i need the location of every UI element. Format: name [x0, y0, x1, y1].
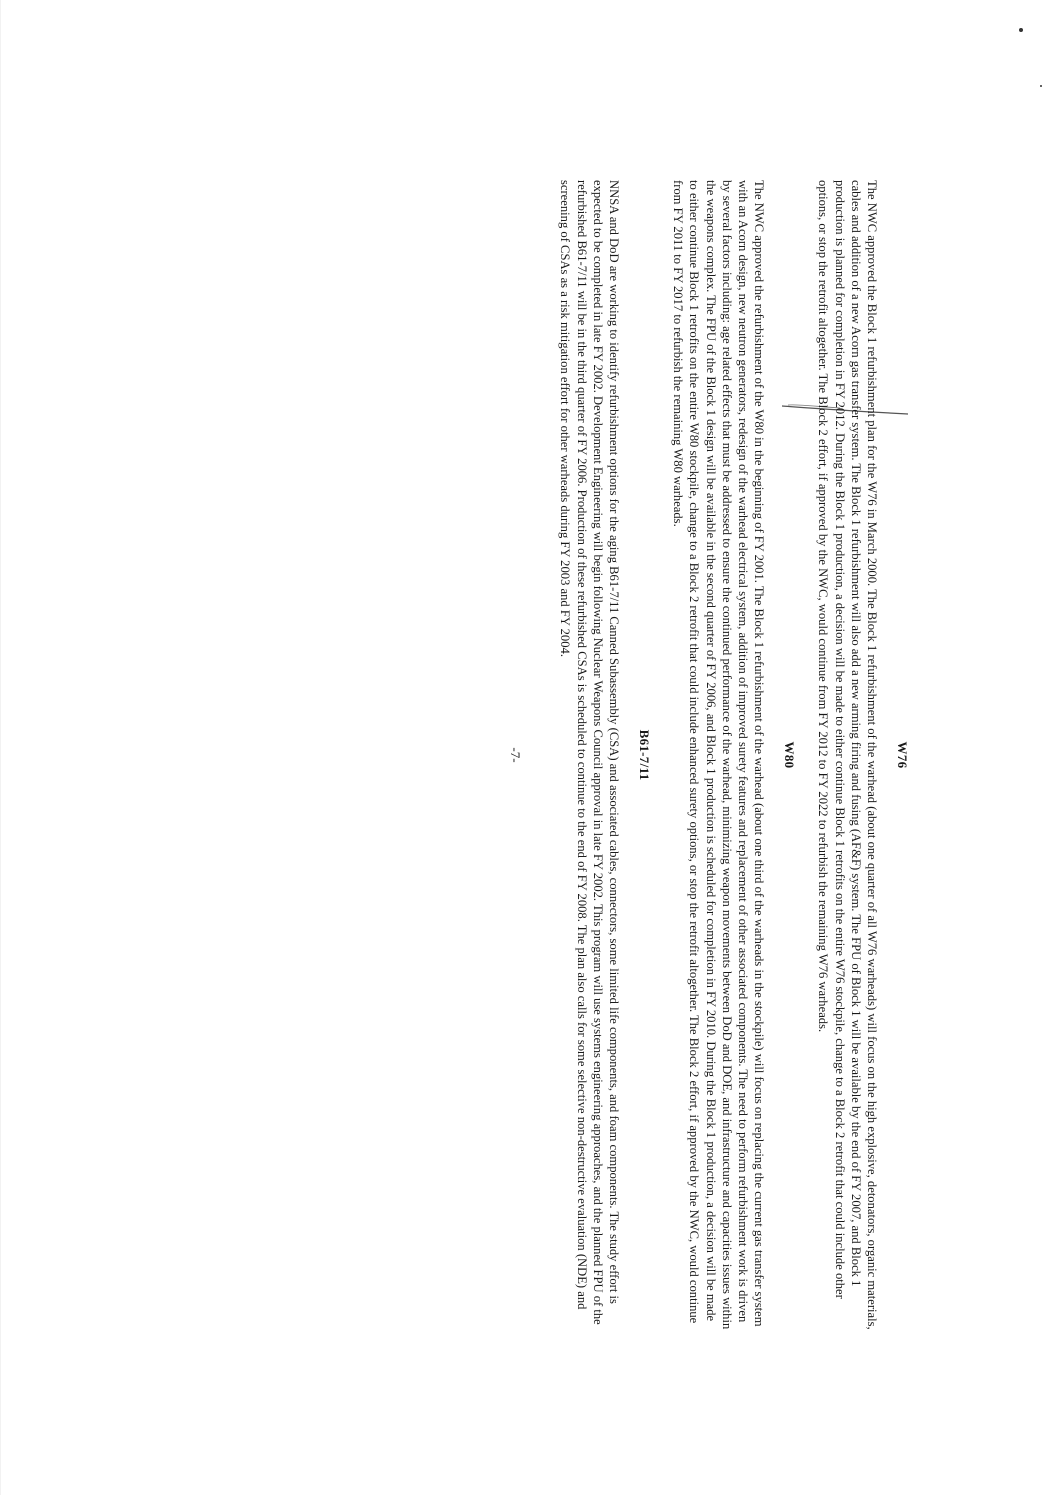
section-b61: [557, 180, 652, 1330]
section-paragraph: NNSA and DoD are working to identify refurbishment options for the aging B61-7/11 Canned Subassembly (CSA) and associated cables, connectors, some limited life components, and foam components. The study effort is expected to be completed in late FY 2002. Development Engineering will begin following Nuclear Weapons Council approval in late FY 2002. This program will use systems engineering approaches, and the planned FPU of the refurbished B61-7/11 will be in the third quarter of FY 2006. Production of these refurbished CSAs is scheduled to continue to the end of FY 2008. The plan also calls for some selective non-destructive evaluation (NDE) and screening of CSAs as a risk mitigation effort for other warheads during FY 2003 and FY 2004.: [558, 180, 621, 1325]
page-number: -7-: [508, 747, 524, 763]
scan-speck: [1040, 85, 1042, 87]
section-w76: [815, 180, 910, 1330]
section-w80: [670, 180, 797, 1330]
section-heading: W76: [895, 741, 910, 769]
section-paragraph: The NWC approved the refurbishment of the W80 in the beginning of FY 2001. The Block 1 refurbishment of the warhead (about one third of the warheads in the stockpile) will focus on replacing the current gas transfer system with an Acorn design, new neutron generators, redesign of the warhead electrical system, addition of improved surety features and replacement of other associated components. The need to perform refurbishment work is driven by several factors including: age related effects that must be addressed to ensure the continued performance of the warhead, minimizing weapon movements between DoD and DOE, and infrastructure and capacities issues within the weapons complex. The FPU of the Block 1 design will be available in the second quarter of FY 2006, and Block 1 production is scheduled for completion in FY 2010. During the Block 1 production, a decision will be made to either continue Block 1 retrofits on the entire W80 stockpile, change to a Block 2 retrofit that could include enhanced surety options, or stop the retrofit altogether. The Block 2 effort, if approved by the NWC, would continue from FY 2011 to FY 2017 to refurbish the remaining W80 warheads.: [671, 180, 767, 1330]
document-page: [220, 180, 910, 1330]
section-paragraph: The NWC approved the Block 1 refurbishment plan for the W76 in March 2000. The Block 1 refurbishment of the warhead (about one quarter of all W76 warheads) will focus on the high explosive, detonators, organic materials, cables and addition of a new Acorn gas transfer system. The Block 1 refurbishment will also add a new arming firing and fusing (AF&F) system. The FPU of Block 1 will be available by the end of FY 2007, and Block 1 production is planned for completion in FY 2012. During the Block 1 production, a decision will be made to either continue Block 1 retrofits on the entire W76 stockpile, change to a Block 2 retrofit that could include other options, or stop the retrofit altogether. The Block 2 effort, if approved by the NWC, would continue from FY 2012 to FY 2022 to refurbish the remaining W76 warheads.: [816, 180, 879, 1330]
scan-speck: [1019, 28, 1023, 32]
section-heading: W80: [782, 741, 798, 769]
section-heading: B61-7/11: [636, 729, 652, 781]
